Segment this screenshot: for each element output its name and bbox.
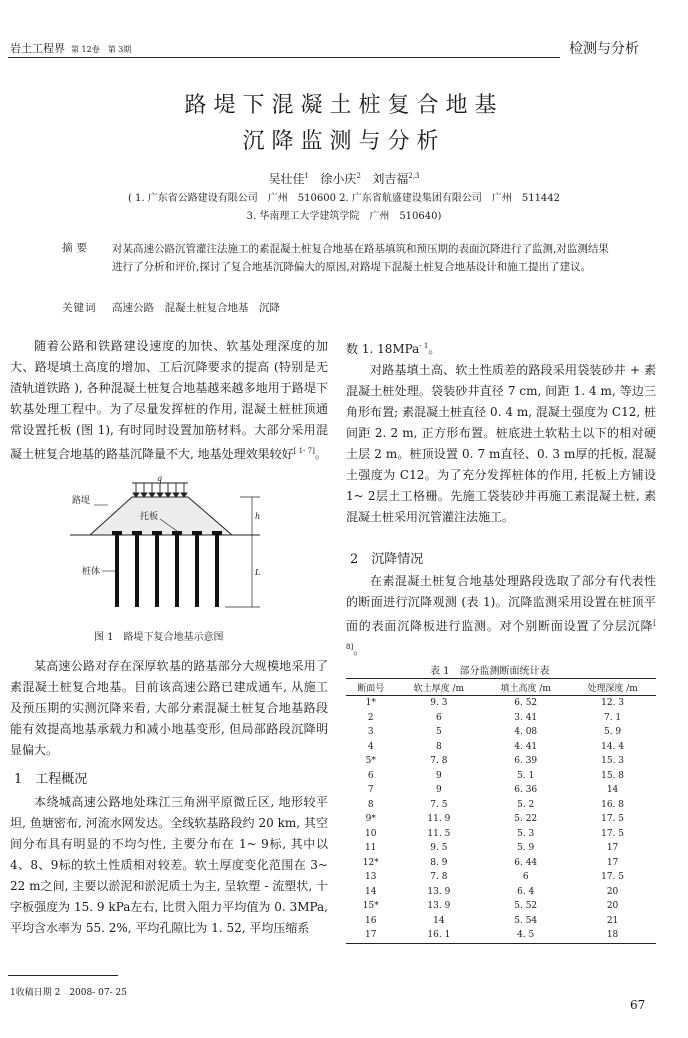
page-number: 67	[630, 998, 646, 1012]
table-row	[346, 899, 656, 914]
table-cell: 5. 52	[514, 901, 538, 912]
citation: [ 1- 7]	[293, 447, 315, 455]
table-cell: 9	[436, 785, 442, 796]
table-row	[346, 928, 656, 943]
table-row	[346, 841, 656, 856]
table-row	[346, 827, 656, 842]
footnote-rule	[8, 975, 118, 976]
table-cell: 7. 5	[430, 799, 448, 810]
table-cell: 6. 36	[514, 785, 538, 796]
table-cell: 6. 44	[514, 857, 538, 868]
label-q: q	[157, 475, 163, 483]
column-header: 软土厚度 /m	[395, 679, 482, 696]
table-cell: 7. 8	[430, 872, 448, 883]
section-1-text: 本绕城高速公路地处珠江三角洲平原微丘区, 地形较平坦, 鱼塘密布, 河流水网发达。全线软基路段约 20 km, 其空间分布具有明显的不均匀性, 主要分布在 1~ 9标, 其中以 4、8、9标的软土性质相对较差。软土厚度变化范围在 3~ 22 m之间, 主要以淤泥和淤泥质土为主, 呈软塑 - 流塑状, 十字板强度为 15. 9 kPa左右, 比贯入阻力平均值为 0. 3MPa, 平均含水率为 55. 2%, 平均孔隙比为 1. 52, 平均压缩系	[10, 795, 328, 935]
paragraph-2	[10, 656, 328, 761]
table-cell: 6. 4	[517, 886, 535, 897]
table-cell: 9. 3	[430, 698, 448, 709]
table-cell: 20	[606, 901, 619, 912]
section-1-body	[10, 792, 328, 939]
table-cell: 6	[436, 712, 442, 723]
table-cell: 5. 54	[514, 915, 538, 926]
table-cell: 12*	[362, 857, 379, 868]
table-header-row	[346, 679, 656, 696]
section-name: 检测与分析	[569, 41, 639, 57]
piles	[112, 531, 222, 607]
intro-text: 随着公路和铁路建设速度的加快、软基处理深度的加大、路堤填土高度的增加、工后沉降要求的提高 (特别是无渣轨道铁路 ), 各种混凝土桩复合地基越来越多地用于路堤下软基处理工程中。为了尽量发挥桩的作用, 混凝土桩桩顶通常设置托板 (图 1), 有时同时设置加筋材料。大部分采用混凝土桩复合地基的路基沉降量不大, 地基处理效果较好	[10, 339, 328, 461]
label-h: h	[255, 512, 261, 521]
author-name: 徐小庆	[320, 172, 357, 186]
table-row	[346, 870, 656, 885]
table-cell: 9*	[365, 814, 376, 825]
table-cell: 14	[433, 915, 445, 926]
table-cell: 13. 9	[427, 886, 451, 897]
table-cell: 9. 5	[430, 843, 448, 854]
table-cell: 1*	[365, 698, 376, 709]
table-cell: 15. 3	[601, 756, 625, 767]
author-name: 吴壮佳	[268, 172, 305, 186]
journal-name: 岩土工程界	[10, 42, 65, 55]
table-row	[346, 885, 656, 900]
label-plate: 托板	[140, 512, 159, 522]
intro-paragraph	[10, 336, 328, 465]
table-cell: 21	[606, 915, 619, 926]
table-cell: 11. 5	[427, 828, 451, 839]
load-arrows	[132, 483, 188, 497]
table-1	[346, 678, 656, 944]
unit-sup: - 1	[419, 342, 429, 350]
table-cell: 12. 3	[601, 698, 625, 709]
monitoring-table	[346, 678, 656, 944]
table-cell: 13. 9	[427, 901, 451, 912]
table-cell: 4. 5	[482, 928, 569, 943]
table-cell: 7. 8	[430, 756, 448, 767]
table-cell: 15*	[362, 901, 379, 912]
table-cell: 5. 22	[514, 814, 538, 825]
abstract-label: 摘要	[62, 242, 91, 254]
treatment-paragraph: 对路基填土高、软土性质差的路段采用袋装砂井 + 素混凝土桩处理。袋装砂井直径 7 cm, 间距 1. 4 m, 等边三角形布置; 素混凝土桩直径 0. 4 m, 混凝土强度为 C12, 桩间距 2. 2 m, 正方形布置。桩底进土软粘土以下的相对硬土层 2 m。桩顶设置 0. 7 m直径、0. 3 m厚的托板, 混凝土强度为 C12。为了充分发挥桩体的作用, 托板上方铺设 1~ 2层土工格栅。先施工袋装砂井再施工素混凝土桩, 素混凝土桩采用沉管灌注法施工。	[346, 363, 656, 524]
table-cell: 7. 1	[603, 712, 622, 723]
table-cell: 17	[346, 928, 395, 943]
table-cell: 8. 9	[430, 857, 448, 868]
label-roadbed: 路堤	[72, 496, 91, 506]
paragraph-2-text: 某高速公路对存在深厚软基的路基部分大规模地采用了素混凝土桩复合地基。目前该高速公路已建成通车, 从施工及预压期的实测沉降来看, 大部分素混凝土桩复合地基路段能有效提高地基承载力和减小地基变形, 但局部路段沉降明显偏大。	[10, 659, 328, 757]
table-cell: 17	[606, 843, 619, 854]
table-cell: 17. 5	[601, 828, 625, 839]
label-pile: 桩体	[82, 567, 101, 577]
table-cell: 3	[367, 727, 374, 738]
table-row	[346, 725, 656, 740]
table-cell: 9	[436, 770, 442, 781]
section-1-heading: 1 工程概况	[14, 772, 88, 787]
keywords-text: 高速公路 混凝土桩复合地基 沉降	[112, 302, 280, 314]
section-2-heading: 2 沉降情况	[350, 552, 424, 567]
table-cell: 11. 9	[427, 814, 451, 825]
table-cell: 8	[367, 799, 374, 810]
citation: [ 8]	[346, 619, 656, 651]
table-cell: 18	[569, 928, 656, 943]
table-cell: 14	[365, 886, 377, 897]
table-cell: 6. 52	[514, 698, 538, 709]
affiliation-line2: 3. 华南理工大学建筑学院 广州 510640)	[246, 211, 442, 222]
table-cell: 3. 41	[514, 712, 538, 723]
table-cell: 14. 4	[601, 741, 625, 752]
journal-header	[10, 40, 131, 56]
table-cell: 2	[367, 712, 374, 723]
received-date: 1收稿日期 2 2008- 07- 25	[10, 988, 127, 998]
compress-value: 数 1. 18MPa	[346, 342, 420, 356]
author-sup: 1	[304, 172, 309, 180]
table-row	[346, 798, 656, 813]
table-cell: 16. 1	[395, 928, 482, 943]
table-row	[346, 769, 656, 784]
column-header: 处理深度 /m	[569, 679, 656, 696]
table-cell: 5. 9	[517, 843, 535, 854]
author-sup: 2	[356, 172, 361, 180]
table-cell: 20	[606, 886, 619, 897]
sentence-end: 。	[353, 643, 366, 657]
table-cell: 17	[606, 857, 619, 868]
table-cell: 5. 9	[603, 727, 622, 738]
table-cell: 4	[367, 741, 374, 752]
figure-1	[60, 475, 300, 625]
paper-title-line1: 路堤下混凝土桩复合地基	[184, 93, 504, 118]
table-row	[346, 711, 656, 726]
table-cell: 6. 39	[514, 756, 538, 767]
label-L: L	[255, 568, 261, 577]
table-cell: 5	[436, 727, 442, 738]
author-name: 刘吉福	[372, 172, 409, 186]
right-column-top	[346, 336, 656, 528]
table-cell: 16. 8	[601, 799, 625, 810]
table-row	[346, 856, 656, 871]
table-cell: 11	[365, 843, 377, 854]
table-row	[346, 783, 656, 798]
table-cell: 17. 5	[601, 872, 625, 883]
table-cell: 7	[367, 785, 374, 796]
figure-caption: 图 1 路堤下复合地基示意图	[94, 632, 224, 643]
table-cell: 4. 41	[514, 741, 538, 752]
table-cell: 4. 08	[514, 727, 538, 738]
table-row	[346, 740, 656, 755]
column-header: 填土高度 /m	[482, 679, 569, 696]
table-cell: 5. 2	[517, 799, 535, 810]
table-caption: 表 1 部分监测断面统计表	[430, 666, 550, 677]
author-sup: 2,3	[408, 172, 420, 180]
author-list	[0, 170, 688, 187]
affiliation-line1: ( 1. 广东省公路建设有限公司 广州 510600 2. 广东省航盛建设集团有限公司 广州 511442	[127, 193, 561, 204]
table-cell: 17. 5	[601, 814, 625, 825]
section-2-body	[346, 571, 656, 661]
table-cell: 16	[365, 915, 377, 926]
journal-issue: 第 12卷 第 3期	[71, 45, 132, 54]
table-cell: 13	[365, 872, 377, 883]
header-rule	[8, 57, 560, 58]
embankment-shape	[90, 497, 232, 535]
table-cell: 5. 1	[517, 770, 535, 781]
keywords-label: 关键词	[62, 302, 97, 314]
table-cell: 6	[367, 770, 374, 781]
table-row	[346, 914, 656, 929]
table-row	[346, 812, 656, 827]
abstract-text: 对某高速公路沉管灌注法施工的素混凝土桩复合地基在路基填筑和预压期的表面沉降进行了监测,对监测结果进行了分析和评价,探讨了复合地基沉降偏大的原因,对路堤下混凝土桩复合地基设计和施工提出了建议。	[112, 243, 609, 273]
section-2-text: 在素混凝土桩复合地基处理路段选取了部分有代表性的断面进行沉降观测 (表 1)。沉降监测采用设置在桩顶平面的表面沉降板进行监测。对个别断面设置了分层沉降	[346, 574, 656, 633]
table-cell: 14	[606, 785, 619, 796]
table-cell: 15. 8	[601, 770, 625, 781]
table-cell: 8	[436, 741, 442, 752]
sentence-end: 。	[428, 342, 441, 356]
table-cell: 5. 3	[517, 828, 535, 839]
table-cell: 5*	[365, 756, 376, 767]
table-row	[346, 696, 656, 711]
table-cell: 10	[365, 828, 377, 839]
paper-title-line2: 沉降监测与分析	[242, 129, 446, 154]
table-cell: 6	[522, 872, 529, 883]
column-header: 断面号	[346, 679, 395, 696]
intro-end: 。	[314, 447, 327, 461]
table-row	[346, 754, 656, 769]
composite-foundation-diagram	[60, 475, 300, 625]
